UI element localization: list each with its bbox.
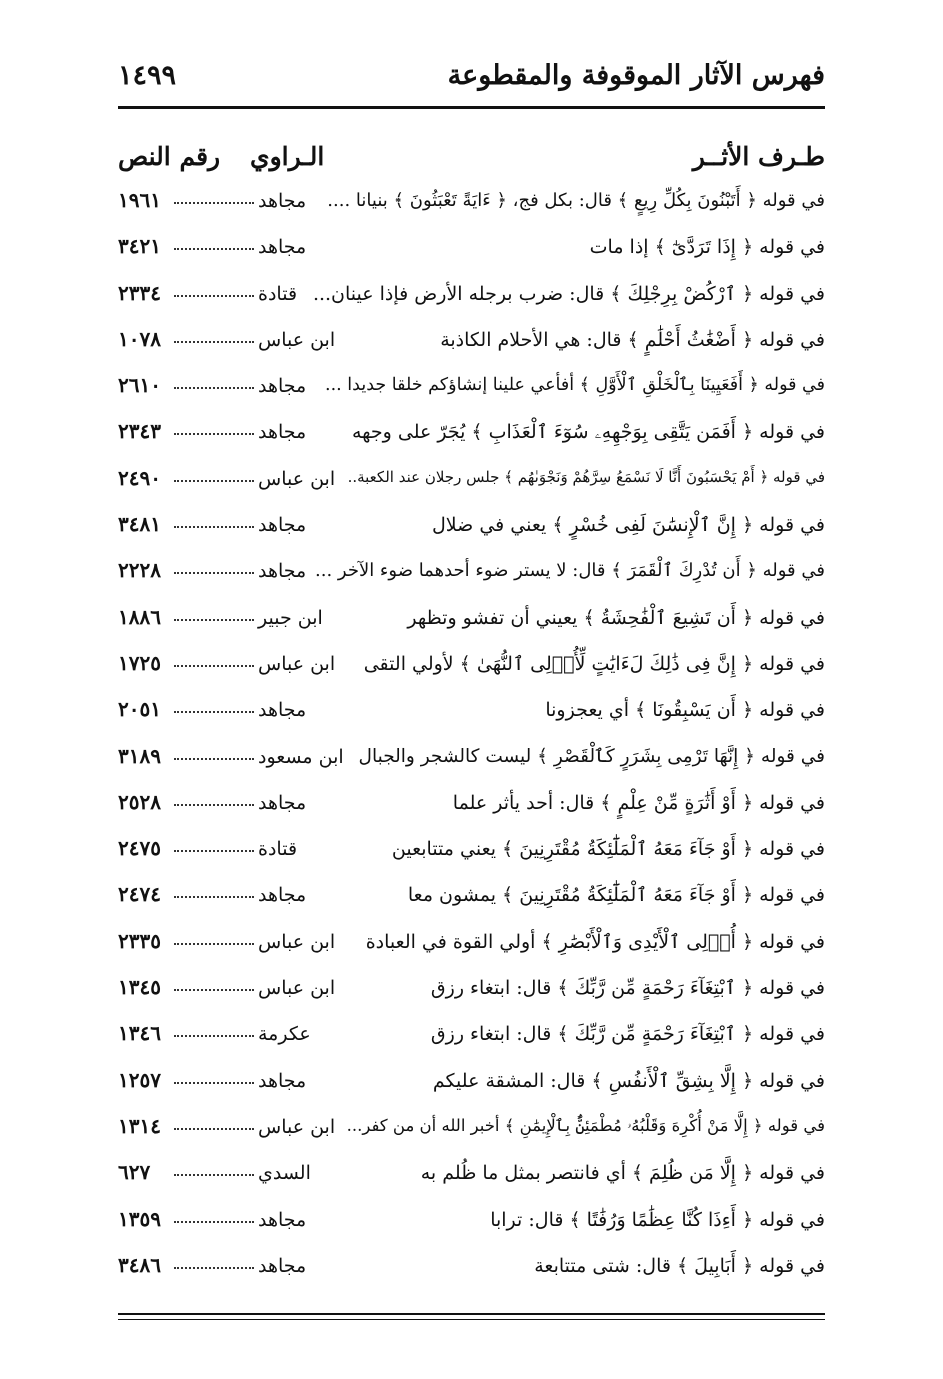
index-entry	[118, 228, 825, 274]
index-entry	[118, 1201, 825, 1247]
index-entry	[118, 1015, 825, 1061]
entry-number: ٦٢٧	[118, 1160, 151, 1185]
entry-text: في قوله ﴿ ٱبْتِغَآءَ رَحْمَةٍ مِّن رَّبِّكَ ﴾ قال: ابتغاء رزق	[430, 977, 825, 1000]
index-entry	[118, 367, 825, 413]
index-entry	[118, 645, 825, 691]
entry-narrator: عكرمة	[258, 1023, 311, 1046]
entry-narrator: مجاهد	[258, 1069, 307, 1092]
index-entry	[118, 691, 825, 737]
dot-leader	[174, 1128, 254, 1130]
dot-leader	[174, 804, 254, 806]
entry-number: ٣٤٢١	[118, 234, 161, 259]
entry-text: في قوله ﴿ إِلَّا مَنْ أُكْرِهَ وَقَلْبُهُۥ مُطْمَئِنٌّۢ بِٱلْإِيمَٰنِ ﴾ أخبر الله أن من كفر...	[346, 1115, 825, 1135]
dot-leader	[174, 1267, 254, 1269]
dot-leader	[174, 896, 254, 898]
column-header-number: رقم النص	[118, 142, 221, 171]
entry-narrator: مجاهد	[258, 514, 307, 537]
index-entry	[118, 1108, 825, 1154]
dot-leader	[174, 758, 254, 760]
entry-text: في قوله ﴿ إِنَّ فِى ذَٰلِكَ لَءَايَٰتٍ لِّأُو۟لِى ٱلنُّهَىٰ ﴾ لأولي التقى	[363, 652, 825, 675]
index-entry	[118, 460, 825, 506]
entry-text: في قوله ﴿ أَفَعَيِينَا بِٱلْخَلْقِ ٱلْأَوَّلِ ﴾ أفأعي علينا إنشاؤكم خلقا جديدا ...	[325, 375, 825, 396]
entry-text: في قوله ﴿ ٱرْكُضْ بِرِجْلِكَ ﴾ قال: ضرب برجله الأرض فإذا عينان...	[312, 282, 825, 305]
dot-leader	[174, 248, 254, 250]
entry-text: في قوله ﴿ أَتَبْنُونَ بِكُلِّ رِيعٍ ﴾ قال: بكل فج، ﴿ ءَايَةً تَعْبَثُونَ ﴾ بنيانا ....	[327, 190, 825, 211]
footer-rule-thin	[118, 1319, 825, 1320]
entry-narrator: ابن عباس	[258, 930, 336, 953]
entry-number: ٢٤٩٠	[118, 465, 161, 490]
index-entry	[118, 784, 825, 830]
entry-narrator: ابن عباس	[258, 652, 336, 675]
dot-leader	[174, 387, 254, 389]
index-entry	[118, 1062, 825, 1108]
entry-number: ٢٣٤٣	[118, 419, 161, 444]
footer-rule	[118, 1313, 825, 1315]
entry-narrator: مجاهد	[258, 791, 307, 814]
index-entry	[118, 275, 825, 321]
index-entry	[118, 969, 825, 1015]
entry-number: ٢٠٥١	[118, 697, 161, 722]
entry-narrator: مجاهد	[258, 884, 307, 907]
entry-number: ٢٣٣٤	[118, 280, 161, 305]
entry-number: ٣٤٨١	[118, 512, 161, 537]
index-entries	[118, 182, 825, 1293]
dot-leader	[174, 665, 254, 667]
entry-narrator: السدي	[258, 1162, 311, 1185]
entry-text: في قوله ﴿ أَوْ جَآءَ مَعَهُ ٱلْمَلَٰٓئِكَةُ مُقْتَرِنِينَ ﴾ يعني متتابعين	[391, 838, 825, 861]
entry-number: ١٢٥٧	[118, 1067, 161, 1092]
entry-narrator: ابن مسعود	[258, 745, 344, 768]
entry-narrator: مجاهد	[258, 560, 307, 583]
entry-number: ٢٣٣٥	[118, 928, 161, 953]
entry-number: ٢٢٢٨	[118, 558, 161, 583]
dot-leader	[174, 526, 254, 528]
entry-number: ١٧٢٥	[118, 650, 161, 675]
dot-leader	[174, 619, 254, 621]
entry-text: في قوله ﴿ أَوْ جَآءَ مَعَهُ ٱلْمَلَٰٓئِكَةُ مُقْتَرِنِينَ ﴾ يمشون معا	[407, 884, 825, 907]
entry-number: ٢٦١٠	[118, 373, 161, 398]
entry-number: ١٩٦١	[118, 188, 161, 212]
dot-leader	[174, 295, 254, 297]
index-entry	[118, 413, 825, 459]
entry-text: في قوله ﴿ أَن يَسْبِقُونَا ﴾ أي يعجزونا	[545, 699, 825, 722]
dot-leader	[174, 480, 254, 482]
entry-text: في قوله ﴿ أَءِذَا كُنَّا عِظَٰمًا وَرُفَٰتًا ﴾ قال: ترابا	[490, 1208, 825, 1231]
entry-narrator: مجاهد	[258, 699, 307, 722]
dot-leader	[174, 1082, 254, 1084]
index-entry	[118, 599, 825, 645]
header-rule	[118, 106, 825, 109]
dot-leader	[174, 850, 254, 852]
entry-narrator: مجاهد	[258, 1254, 307, 1277]
entry-number: ١٣٤٦	[118, 1021, 161, 1046]
entry-text: في قوله ﴿ إِلَّا بِشِقِّ ٱلْأَنفُسِ ﴾ قال: المشقة عليكم	[432, 1069, 825, 1092]
entry-number: ١٣١٤	[118, 1113, 161, 1138]
index-entry	[118, 1247, 825, 1293]
entry-text: في قوله ﴿ إِذَا تَرَدَّىٰٓ ﴾ إذا مات	[589, 236, 825, 259]
entry-number: ١٣٥٩	[118, 1206, 161, 1231]
index-entry	[118, 552, 825, 598]
index-entry	[118, 1154, 825, 1200]
index-entry	[118, 738, 825, 784]
entry-narrator: مجاهد	[258, 375, 307, 398]
entry-text: في قوله ﴿ إِنَّهَا تَرْمِى بِشَرَرٍ كَٱلْقَصْرِ ﴾ ليست كالشجر والجبال	[358, 745, 825, 767]
index-entry	[118, 830, 825, 876]
running-head	[118, 58, 825, 102]
entry-number: ٣١٨٩	[118, 743, 161, 768]
entry-number: ٣٤٨٦	[118, 1252, 161, 1277]
index-entry	[118, 923, 825, 969]
dot-leader	[174, 989, 254, 991]
entry-narrator: قتادة	[258, 282, 298, 305]
dot-leader	[174, 433, 254, 435]
entry-narrator: ابن جبير	[258, 606, 323, 629]
entry-narrator: ابن عباس	[258, 977, 336, 1000]
dot-leader	[174, 1221, 254, 1223]
index-entry	[118, 321, 825, 367]
dot-leader	[174, 943, 254, 945]
entry-number: ١٨٨٦	[118, 604, 161, 629]
dot-leader	[174, 572, 254, 574]
entry-text: في قوله ﴿ أَضْغَٰثُ أَحْلَٰمٍ ﴾ قال: هي الأحلام الكاذبة	[440, 328, 825, 351]
entry-number: ٢٤٧٥	[118, 836, 161, 861]
entry-number: ١٠٧٨	[118, 326, 161, 351]
entry-text: في قوله ﴿ أَفَمَن يَتَّقِى بِوَجْهِهِۦ سُوٓءَ ٱلْعَذَابِ ﴾ يُجَرّ على وجهه	[351, 421, 825, 444]
running-title: فهرس الآثار الموقوفة والمقطوعة	[447, 60, 825, 91]
column-header-rawi: الـراوي	[250, 142, 325, 171]
entry-number: ٢٥٢٨	[118, 789, 161, 814]
entry-text: في قوله ﴿ إِنَّ ٱلْإِنسَٰنَ لَفِى خُسْرٍ ﴾ يعني في ضلال	[432, 514, 825, 537]
page-number: ١٤٩٩	[118, 60, 177, 91]
entry-text: في قوله ﴿ أَن تَشِيعَ ٱلْفَٰحِشَةُ ﴾ يعيني أن تفشو وتظهر	[407, 606, 825, 629]
entry-narrator: ابن عباس	[258, 467, 336, 490]
column-headers	[118, 142, 825, 182]
entry-narrator: مجاهد	[258, 190, 307, 212]
index-entry	[118, 506, 825, 552]
entry-text: في قوله ﴿ أُو۟لِى ٱلْأَيْدِى وَٱلْأَبْصَٰرِ ﴾ أولي القوة في العبادة	[365, 930, 825, 953]
entry-narrator: قتادة	[258, 838, 298, 861]
entry-narrator: مجاهد	[258, 236, 307, 259]
dot-leader	[174, 711, 254, 713]
dot-leader	[174, 1174, 254, 1176]
dot-leader	[174, 341, 254, 343]
index-entry	[118, 876, 825, 922]
entry-number: ٢٤٧٤	[118, 882, 161, 907]
entry-narrator: مجاهد	[258, 421, 307, 444]
entry-text: في قوله ﴿ أَوْ أَثَٰرَةٍ مِّنْ عِلْمٍ ﴾ قال: أحد يأثر علما	[452, 791, 825, 814]
dot-leader	[174, 1035, 254, 1037]
entry-narrator: ابن عباس	[258, 328, 336, 351]
entry-text: في قوله ﴿ إِلَّا مَن ظُلِمَ ﴾ أي فانتصر بمثل ما ظُلم به	[420, 1162, 825, 1185]
entry-text: في قوله ﴿ ٱبْتِغَآءَ رَحْمَةٍ مِّن رَّبِّكَ ﴾ قال: ابتغاء رزق	[430, 1023, 825, 1046]
index-entry	[118, 182, 825, 228]
entry-text: في قوله ﴿ أَبَابِيلَ ﴾ قال: شتى متتابعة	[534, 1254, 825, 1277]
entry-text: في قوله ﴿ أَمْ يَحْسَبُونَ أَنَّا لَا نَسْمَعُ سِرَّهُمْ وَنَجْوَىٰهُم ﴾ جلس رجلان عند الكعبة..	[347, 467, 825, 486]
column-header-athar: طـرف الأثــر	[692, 142, 825, 171]
entry-text: في قوله ﴿ أَن تُدْرِكَ ٱلْقَمَرَ ﴾ قال: لا يستر ضوء أحدهما ضوء الآخر ...	[315, 560, 825, 582]
entry-number: ١٣٤٥	[118, 975, 161, 1000]
entry-narrator: مجاهد	[258, 1208, 307, 1231]
entry-narrator: ابن عباس	[258, 1115, 336, 1138]
dot-leader	[174, 202, 254, 204]
